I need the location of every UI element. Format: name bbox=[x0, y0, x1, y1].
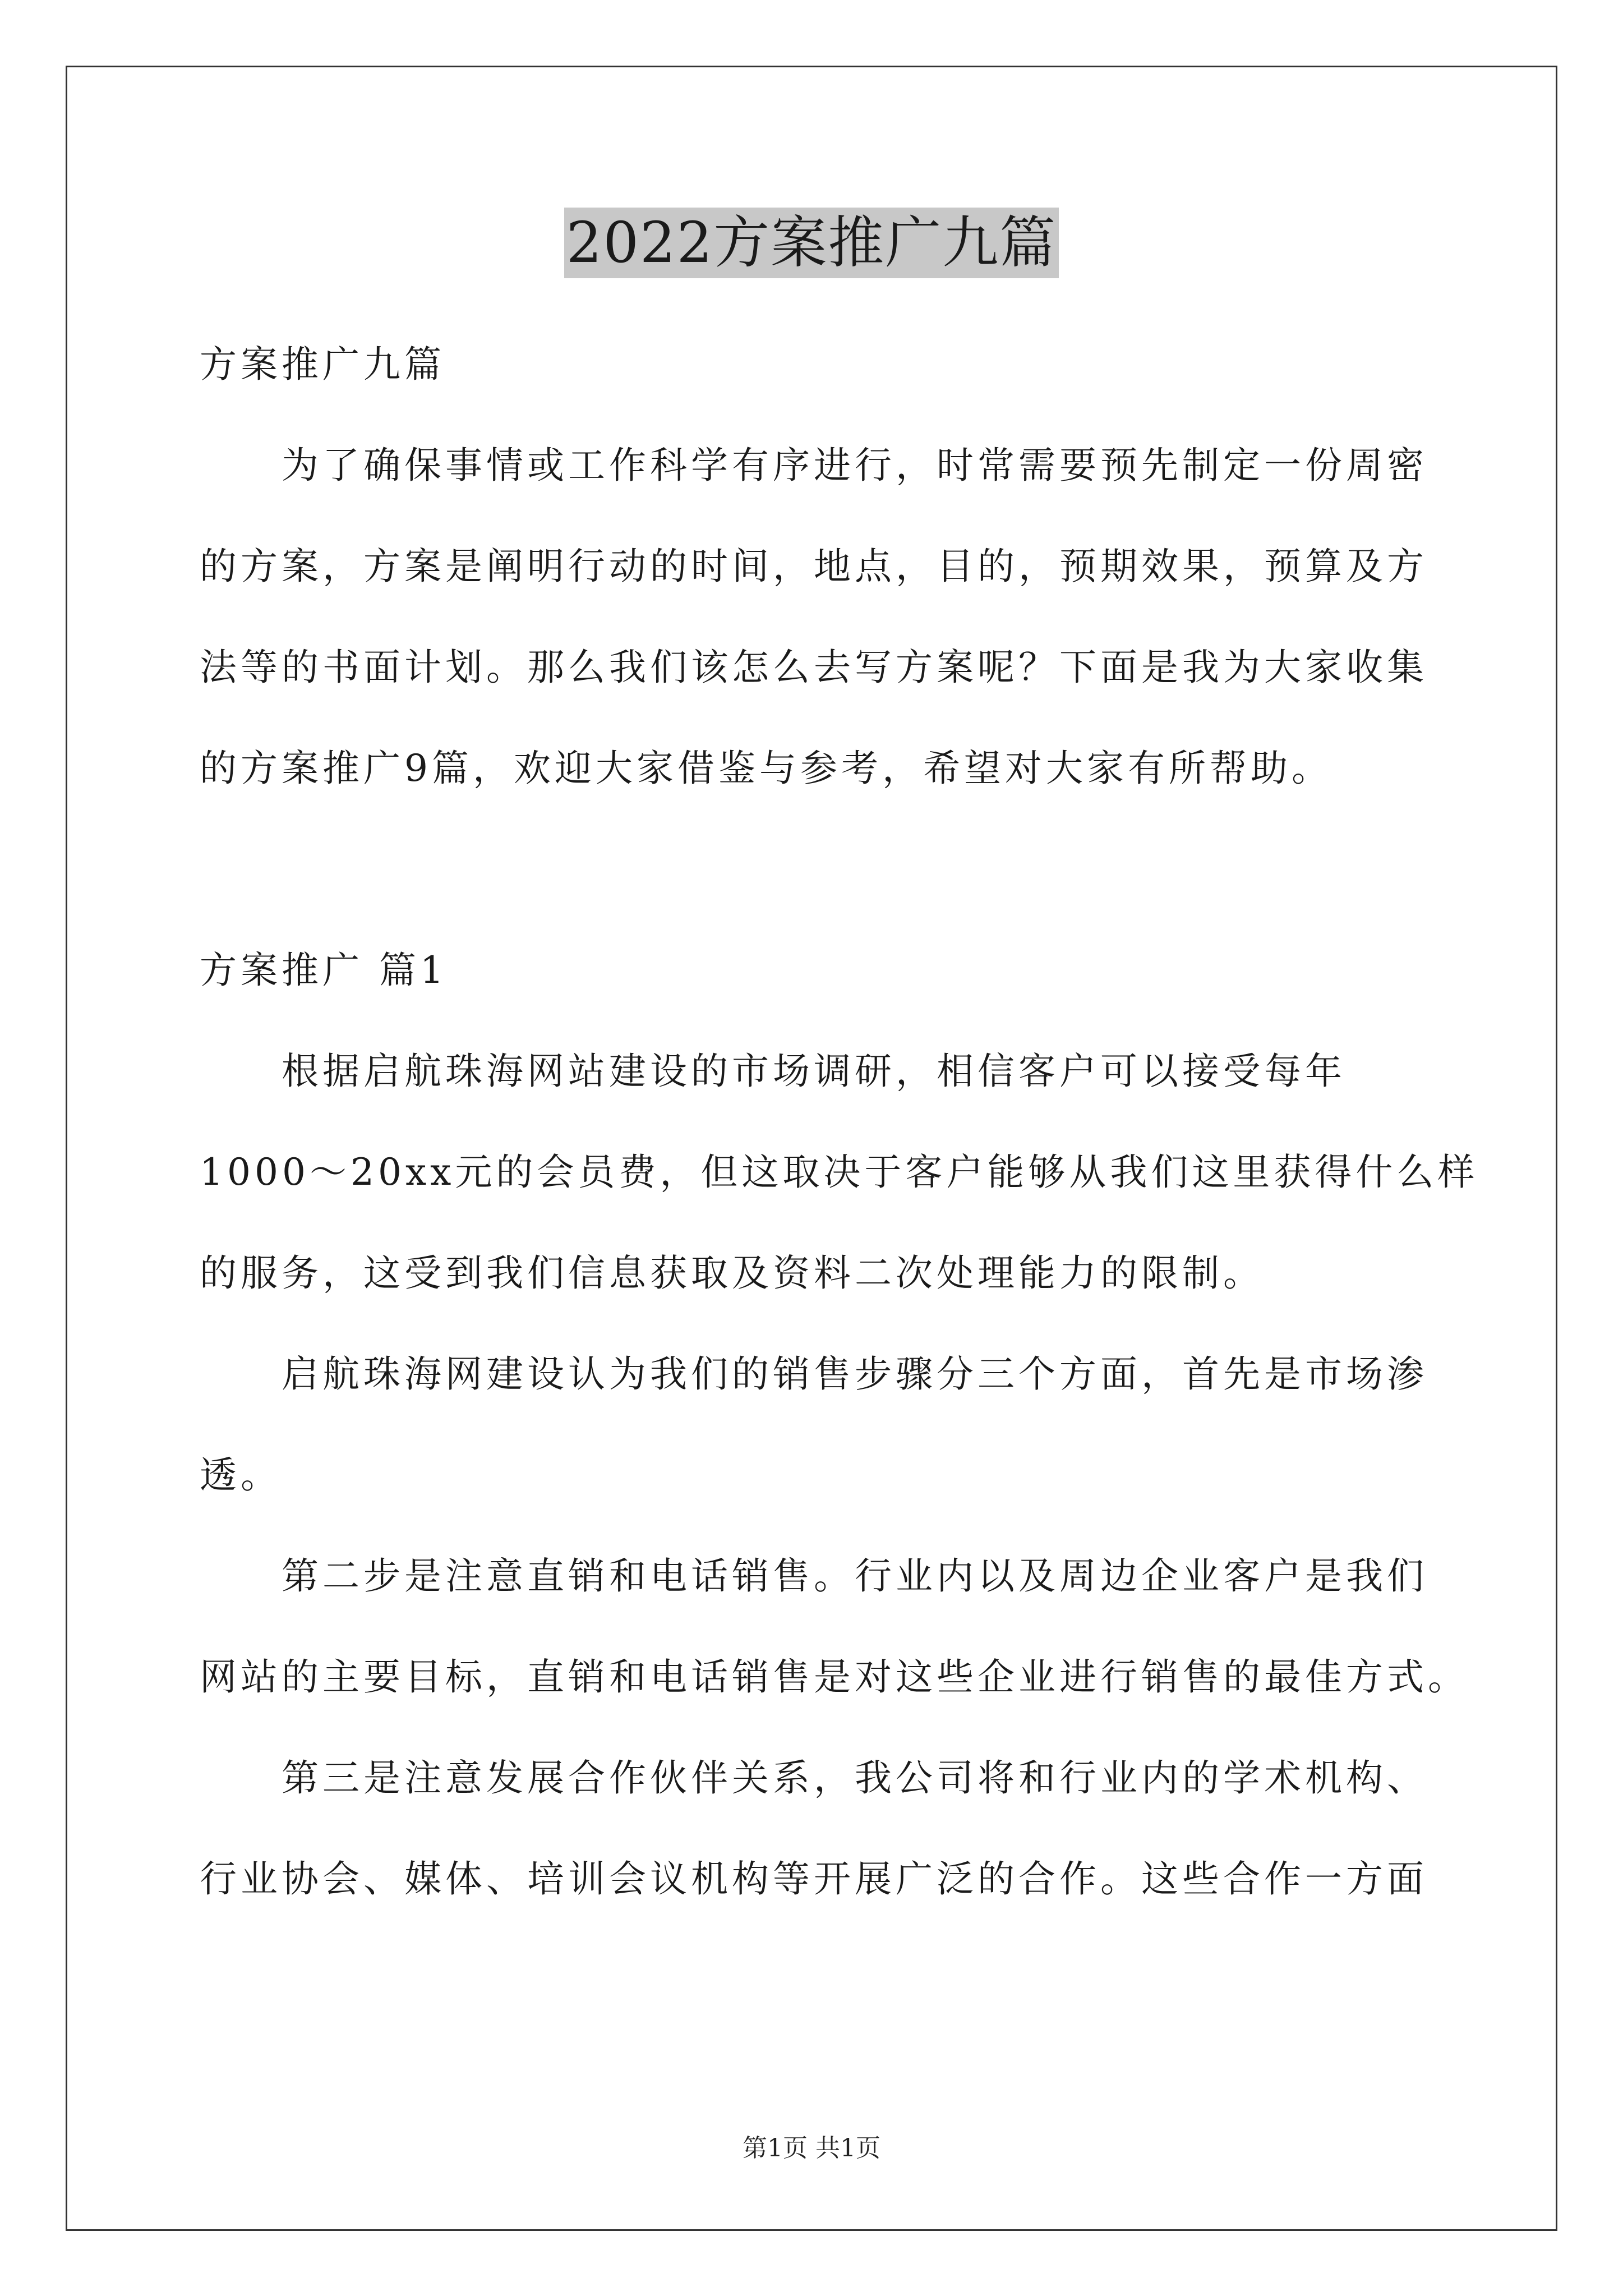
paragraph-line-4: 启航珠海网建设认为我们的销售步骤分三个方面，首先是市场渗 bbox=[282, 1352, 1428, 1396]
paragraph-line-5: 透。 bbox=[200, 1453, 282, 1497]
title-container bbox=[0, 208, 1623, 278]
document-body bbox=[200, 314, 1479, 1930]
subtitle: 方案推广九篇 bbox=[200, 343, 445, 386]
section-heading: 方案推广 篇1 bbox=[200, 949, 448, 992]
intro-line-4: 的方案推广9篇，欢迎大家借鉴与参考，希望对大家有所帮助。 bbox=[200, 747, 1332, 790]
paragraph-line-3: 的服务，这受到我们信息获取及资料二次处理能力的限制。 bbox=[200, 1251, 1264, 1295]
document-title: 2022方案推广九篇 bbox=[564, 208, 1059, 278]
intro-line-1: 为了确保事情或工作科学有序进行，时常需要预先制定一份周密 bbox=[282, 444, 1428, 487]
intro-line-3: 法等的书面计划。那么我们该怎么去写方案呢？下面是我为大家收集 bbox=[200, 646, 1428, 689]
paragraph-line-8: 第三是注意发展合作伙伴关系，我公司将和行业内的学术机构、 bbox=[282, 1756, 1428, 1800]
paragraph-line-1: 根据启航珠海网站建设的市场调研，相信客户可以接受每年 bbox=[282, 1050, 1346, 1093]
paragraph-line-6: 第二步是注意直销和电话销售。行业内以及周边企业客户是我们 bbox=[282, 1554, 1428, 1598]
paragraph-line-7: 网站的主要目标，直销和电话销售是对这些企业进行销售的最佳方式。 bbox=[200, 1655, 1469, 1699]
paragraph-line-2: 1000～20xx元的会员费，但这取决于客户能够从我们这里获得什么样 bbox=[200, 1151, 1479, 1194]
blank-line bbox=[200, 819, 1428, 920]
intro-line-2: 的方案，方案是阐明行动的时间，地点，目的，预期效果，预算及方 bbox=[200, 545, 1428, 588]
paragraph-line-9: 行业协会、媒体、培训会议机构等开展广泛的合作。这些合作一方面 bbox=[200, 1857, 1428, 1901]
page-footer: 第1页 共1页 bbox=[743, 2134, 880, 2162]
